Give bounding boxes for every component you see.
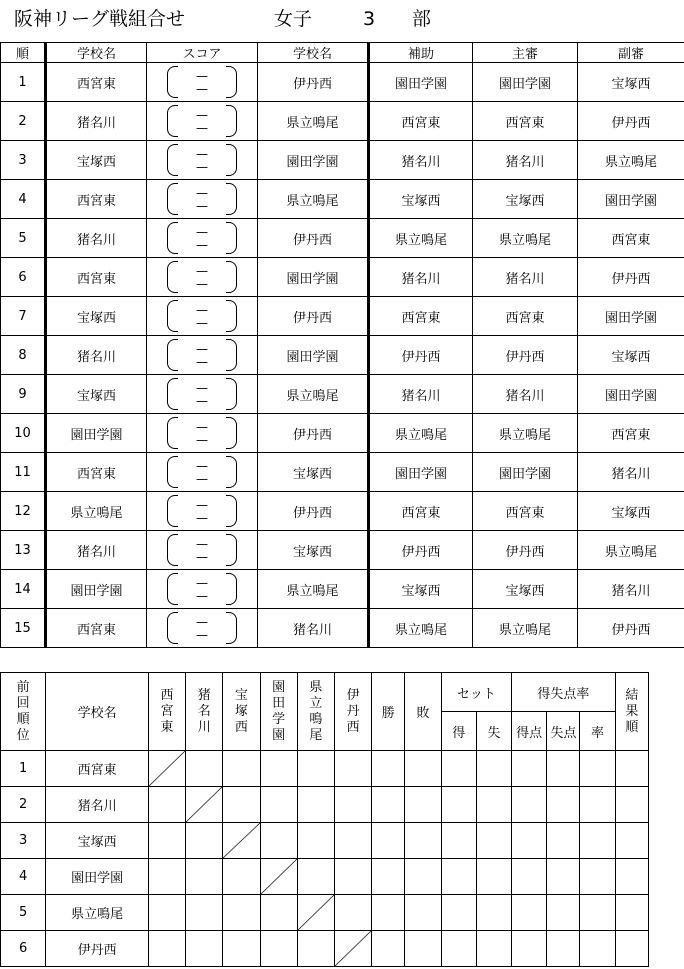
school-b: 伊丹西	[258, 492, 369, 531]
assistant: 猪名川	[369, 141, 473, 180]
stat-cell[interactable]	[547, 751, 580, 787]
school-b: 県立鳴尾	[258, 570, 369, 609]
result-cell[interactable]	[297, 787, 334, 823]
title-number: 3	[363, 8, 376, 30]
score-brackets: — —	[147, 141, 257, 179]
sub-referee: 伊丹西	[578, 258, 684, 297]
result-cell[interactable]	[223, 787, 260, 823]
assistant: 宝塚西	[369, 180, 473, 219]
sub-referee: 宝塚西	[578, 492, 684, 531]
stat-cell[interactable]	[476, 823, 511, 859]
result-cell[interactable]	[334, 859, 371, 895]
table-row	[1, 375, 684, 414]
prev-rank: 5	[1, 895, 46, 931]
assistant: 園田学園	[369, 63, 473, 102]
header-prev-rank: 前 回 順 位	[1, 673, 46, 751]
school-a: 西宮東	[46, 453, 147, 492]
self-match-cell	[186, 787, 223, 823]
table-row	[1, 258, 684, 297]
school-a: 県立鳴尾	[46, 492, 147, 531]
title-division: 女子	[274, 8, 313, 30]
stat-cell[interactable]	[372, 823, 405, 859]
chief-referee: 西宮東	[473, 492, 578, 531]
assistant: 西宮東	[369, 492, 473, 531]
score-brackets: — —	[147, 219, 257, 257]
assistant: 西宮東	[369, 297, 473, 336]
stat-cell[interactable]	[372, 931, 405, 967]
school-a: 宝塚西	[46, 375, 147, 414]
standings-school: 園田学園	[46, 859, 149, 895]
stat-cell[interactable]	[615, 787, 648, 823]
school-a: 猪名川	[46, 336, 147, 375]
title-suffix: 部	[412, 8, 432, 30]
result-cell[interactable]	[260, 931, 297, 967]
header-win: 勝	[372, 673, 405, 751]
stat-cell[interactable]	[405, 751, 441, 787]
chief-referee: 猪名川	[473, 375, 578, 414]
stat-cell[interactable]	[512, 931, 547, 967]
chief-referee: 県立鳴尾	[473, 609, 578, 648]
assistant: 宝塚西	[369, 570, 473, 609]
table-row	[1, 102, 684, 141]
standings-row	[1, 931, 649, 967]
match-number: 5	[1, 219, 46, 258]
stat-cell[interactable]	[405, 859, 441, 895]
result-cell[interactable]	[223, 751, 260, 787]
score-cell[interactable]	[147, 570, 258, 609]
assistant: 県立鳴尾	[369, 609, 473, 648]
school-b: 伊丹西	[258, 219, 369, 258]
match-number: 1	[1, 63, 46, 102]
score-cell[interactable]	[147, 219, 258, 258]
stat-cell[interactable]	[580, 859, 615, 895]
standings-table	[0, 672, 649, 967]
match-number: 4	[1, 180, 46, 219]
standings-school: 猪名川	[46, 787, 149, 823]
result-cell[interactable]	[297, 931, 334, 967]
self-match-cell	[334, 931, 371, 967]
score-cell[interactable]	[147, 414, 258, 453]
result-cell[interactable]	[186, 859, 223, 895]
score-cell[interactable]	[147, 336, 258, 375]
prev-rank: 4	[1, 859, 46, 895]
header-ratio: 得失点率	[512, 673, 616, 712]
stat-cell[interactable]	[547, 895, 580, 931]
score-brackets: — —	[147, 609, 257, 647]
result-cell[interactable]	[148, 895, 185, 931]
header-opponent-3: 宝 塚 西	[223, 673, 260, 751]
stat-cell[interactable]	[441, 787, 476, 823]
score-cell[interactable]	[147, 258, 258, 297]
result-cell[interactable]	[260, 751, 297, 787]
stat-cell[interactable]	[512, 859, 547, 895]
prev-rank: 2	[1, 787, 46, 823]
header-points-against: 失点	[547, 712, 580, 751]
stat-cell[interactable]	[512, 895, 547, 931]
assistant: 伊丹西	[369, 531, 473, 570]
school-a: 西宮東	[46, 63, 147, 102]
sub-referee: 宝塚西	[578, 63, 684, 102]
match-number: 7	[1, 297, 46, 336]
school-a: 宝塚西	[46, 141, 147, 180]
stat-cell[interactable]	[372, 787, 405, 823]
table-row	[1, 609, 684, 648]
sub-referee: 園田学園	[578, 297, 684, 336]
result-cell[interactable]	[334, 895, 371, 931]
stat-cell[interactable]	[547, 859, 580, 895]
score-brackets: — —	[147, 63, 257, 101]
table-row	[1, 570, 684, 609]
self-match-cell	[260, 859, 297, 895]
header-set: セット	[441, 673, 511, 712]
stat-cell[interactable]	[580, 931, 615, 967]
chief-referee: 西宮東	[473, 297, 578, 336]
stat-cell[interactable]	[512, 751, 547, 787]
match-number: 9	[1, 375, 46, 414]
stat-cell[interactable]	[512, 823, 547, 859]
table-row	[1, 336, 684, 375]
score-cell[interactable]	[147, 492, 258, 531]
assistant: 西宮東	[369, 102, 473, 141]
schedule-header-row	[1, 43, 684, 63]
result-cell[interactable]	[297, 751, 334, 787]
stat-cell[interactable]	[441, 751, 476, 787]
header-standings-school: 学校名	[46, 673, 149, 751]
chief-referee: 西宮東	[473, 102, 578, 141]
stat-cell[interactable]	[441, 823, 476, 859]
sub-referee: 県立鳴尾	[578, 141, 684, 180]
sub-referee: 県立鳴尾	[578, 531, 684, 570]
result-cell[interactable]	[223, 931, 260, 967]
match-number: 3	[1, 141, 46, 180]
sub-referee: 伊丹西	[578, 609, 684, 648]
result-cell[interactable]	[334, 823, 371, 859]
table-row	[1, 414, 684, 453]
stat-cell[interactable]	[547, 931, 580, 967]
chief-referee: 県立鳴尾	[473, 219, 578, 258]
result-cell[interactable]	[260, 823, 297, 859]
score-cell[interactable]	[147, 375, 258, 414]
score-cell[interactable]	[147, 453, 258, 492]
score-brackets: — —	[147, 102, 257, 140]
chief-referee: 園田学園	[473, 453, 578, 492]
school-b: 県立鳴尾	[258, 102, 369, 141]
header-chief-referee: 主審	[473, 43, 578, 63]
score-brackets: — —	[147, 180, 257, 218]
header-opponent-6: 伊 丹 西	[334, 673, 371, 751]
result-cell[interactable]	[186, 751, 223, 787]
stat-cell[interactable]	[547, 787, 580, 823]
stat-cell[interactable]	[615, 823, 648, 859]
prev-rank: 6	[1, 931, 46, 967]
header-order: 順	[1, 43, 46, 63]
stat-cell[interactable]	[372, 751, 405, 787]
chief-referee: 県立鳴尾	[473, 414, 578, 453]
score-cell[interactable]	[147, 531, 258, 570]
result-cell[interactable]	[223, 859, 260, 895]
result-cell[interactable]	[148, 823, 185, 859]
score-brackets: — —	[147, 492, 257, 530]
standings-row	[1, 787, 649, 823]
score-brackets: — —	[147, 297, 257, 335]
header-opponent-1: 西 宮 東	[148, 673, 185, 751]
header-assistant: 補助	[369, 43, 473, 63]
self-match-cell	[223, 823, 260, 859]
stat-cell[interactable]	[580, 751, 615, 787]
sub-referee: 猪名川	[578, 453, 684, 492]
header-loss: 敗	[405, 673, 441, 751]
assistant: 県立鳴尾	[369, 414, 473, 453]
prev-rank: 1	[1, 751, 46, 787]
chief-referee: 伊丹西	[473, 336, 578, 375]
standings-row	[1, 751, 649, 787]
table-row	[1, 141, 684, 180]
stat-cell[interactable]	[476, 787, 511, 823]
table-row	[1, 219, 684, 258]
result-cell[interactable]	[297, 859, 334, 895]
match-number: 13	[1, 531, 46, 570]
result-cell[interactable]	[148, 931, 185, 967]
assistant: 猪名川	[369, 258, 473, 297]
score-brackets: — —	[147, 453, 257, 491]
stat-cell[interactable]	[372, 895, 405, 931]
stat-cell[interactable]	[580, 823, 615, 859]
standings-school: 宝塚西	[46, 823, 149, 859]
standings-school: 西宮東	[46, 751, 149, 787]
standings-school: 県立鳴尾	[46, 895, 149, 931]
table-row	[1, 297, 684, 336]
chief-referee: 伊丹西	[473, 531, 578, 570]
self-match-cell	[297, 895, 334, 931]
match-number: 6	[1, 258, 46, 297]
stat-cell[interactable]	[405, 895, 441, 931]
stat-cell[interactable]	[615, 931, 648, 967]
schedule-table	[0, 42, 684, 648]
standings-row	[1, 859, 649, 895]
standings-row	[1, 895, 649, 931]
sub-referee: 西宮東	[578, 414, 684, 453]
match-number: 8	[1, 336, 46, 375]
score-cell[interactable]	[147, 180, 258, 219]
school-b: 宝塚西	[258, 453, 369, 492]
school-b: 伊丹西	[258, 297, 369, 336]
score-brackets: — —	[147, 531, 257, 569]
header-score: スコア	[147, 43, 258, 63]
school-a: 西宮東	[46, 258, 147, 297]
sub-referee: 西宮東	[578, 219, 684, 258]
school-a: 猪名川	[46, 102, 147, 141]
stat-cell[interactable]	[547, 823, 580, 859]
school-a: 西宮東	[46, 609, 147, 648]
score-brackets: — —	[147, 336, 257, 374]
header-school-b: 学校名	[258, 43, 369, 63]
sub-referee: 猪名川	[578, 570, 684, 609]
score-brackets: — —	[147, 414, 257, 452]
match-number: 15	[1, 609, 46, 648]
chief-referee: 宝塚西	[473, 180, 578, 219]
score-brackets: — —	[147, 570, 257, 608]
stat-cell[interactable]	[476, 859, 511, 895]
school-a: 園田学園	[46, 570, 147, 609]
match-number: 10	[1, 414, 46, 453]
table-row	[1, 531, 684, 570]
header-opponent-2: 猪 名 川	[186, 673, 223, 751]
stat-cell[interactable]	[405, 931, 441, 967]
header-opponent-5: 県 立 鳴 尾	[297, 673, 334, 751]
header-opponent-4: 園 田 学 園	[260, 673, 297, 751]
result-cell[interactable]	[148, 859, 185, 895]
result-cell[interactable]	[223, 895, 260, 931]
stat-cell[interactable]	[580, 895, 615, 931]
sub-referee: 園田学園	[578, 375, 684, 414]
school-a: 西宮東	[46, 180, 147, 219]
school-a: 猪名川	[46, 219, 147, 258]
match-number: 2	[1, 102, 46, 141]
self-match-cell	[148, 751, 185, 787]
standings-header-row	[1, 673, 649, 712]
sub-referee: 園田学園	[578, 180, 684, 219]
result-cell[interactable]	[260, 895, 297, 931]
header-set-win: 得	[441, 712, 476, 751]
header-result-rank: 結 果 順	[615, 673, 648, 751]
table-row	[1, 492, 684, 531]
chief-referee: 猪名川	[473, 258, 578, 297]
assistant: 園田学園	[369, 453, 473, 492]
standings-row	[1, 823, 649, 859]
header-points-for: 得点	[512, 712, 547, 751]
stat-cell[interactable]	[441, 895, 476, 931]
school-a: 園田学園	[46, 414, 147, 453]
chief-referee: 宝塚西	[473, 570, 578, 609]
match-number: 12	[1, 492, 46, 531]
chief-referee: 猪名川	[473, 141, 578, 180]
header-sub-referee: 副審	[578, 43, 684, 63]
table-row	[1, 453, 684, 492]
score-cell[interactable]	[147, 102, 258, 141]
score-cell[interactable]	[147, 141, 258, 180]
assistant: 伊丹西	[369, 336, 473, 375]
score-cell[interactable]	[147, 63, 258, 102]
sub-referee: 伊丹西	[578, 102, 684, 141]
school-b: 伊丹西	[258, 63, 369, 102]
assistant: 県立鳴尾	[369, 219, 473, 258]
school-b: 園田学園	[258, 336, 369, 375]
stat-cell[interactable]	[615, 751, 648, 787]
school-a: 猪名川	[46, 531, 147, 570]
result-cell[interactable]	[186, 823, 223, 859]
school-b: 宝塚西	[258, 531, 369, 570]
stat-cell[interactable]	[476, 895, 511, 931]
result-cell[interactable]	[186, 895, 223, 931]
stat-cell[interactable]	[512, 787, 547, 823]
table-row	[1, 180, 684, 219]
stat-cell[interactable]	[476, 751, 511, 787]
stat-cell[interactable]	[405, 823, 441, 859]
table-row	[1, 63, 684, 102]
header-set-loss: 失	[476, 712, 511, 751]
school-b: 県立鳴尾	[258, 180, 369, 219]
match-number: 11	[1, 453, 46, 492]
school-b: 伊丹西	[258, 414, 369, 453]
match-number: 14	[1, 570, 46, 609]
stat-cell[interactable]	[615, 895, 648, 931]
chief-referee: 園田学園	[473, 63, 578, 102]
title-main: 阪神リーグ戦組合せ	[14, 8, 186, 30]
school-b: 猪名川	[258, 609, 369, 648]
score-brackets: — —	[147, 375, 257, 413]
standings-school: 伊丹西	[46, 931, 149, 967]
school-b: 園田学園	[258, 258, 369, 297]
stat-cell[interactable]	[441, 859, 476, 895]
stat-cell[interactable]	[476, 931, 511, 967]
assistant: 猪名川	[369, 375, 473, 414]
result-cell[interactable]	[334, 751, 371, 787]
stat-cell[interactable]	[580, 787, 615, 823]
stat-cell[interactable]	[615, 859, 648, 895]
result-cell[interactable]	[334, 787, 371, 823]
result-cell[interactable]	[260, 787, 297, 823]
score-brackets: — —	[147, 258, 257, 296]
result-cell[interactable]	[148, 787, 185, 823]
prev-rank: 3	[1, 823, 46, 859]
school-b: 園田学園	[258, 141, 369, 180]
sub-referee: 宝塚西	[578, 336, 684, 375]
stat-cell[interactable]	[372, 859, 405, 895]
result-cell[interactable]	[297, 823, 334, 859]
stat-cell[interactable]	[441, 931, 476, 967]
score-cell[interactable]	[147, 609, 258, 648]
school-b: 県立鳴尾	[258, 375, 369, 414]
result-cell[interactable]	[186, 931, 223, 967]
score-cell[interactable]	[147, 297, 258, 336]
school-a: 宝塚西	[46, 297, 147, 336]
header-rate: 率	[580, 712, 615, 751]
header-school-a: 学校名	[46, 43, 147, 63]
stat-cell[interactable]	[405, 787, 441, 823]
